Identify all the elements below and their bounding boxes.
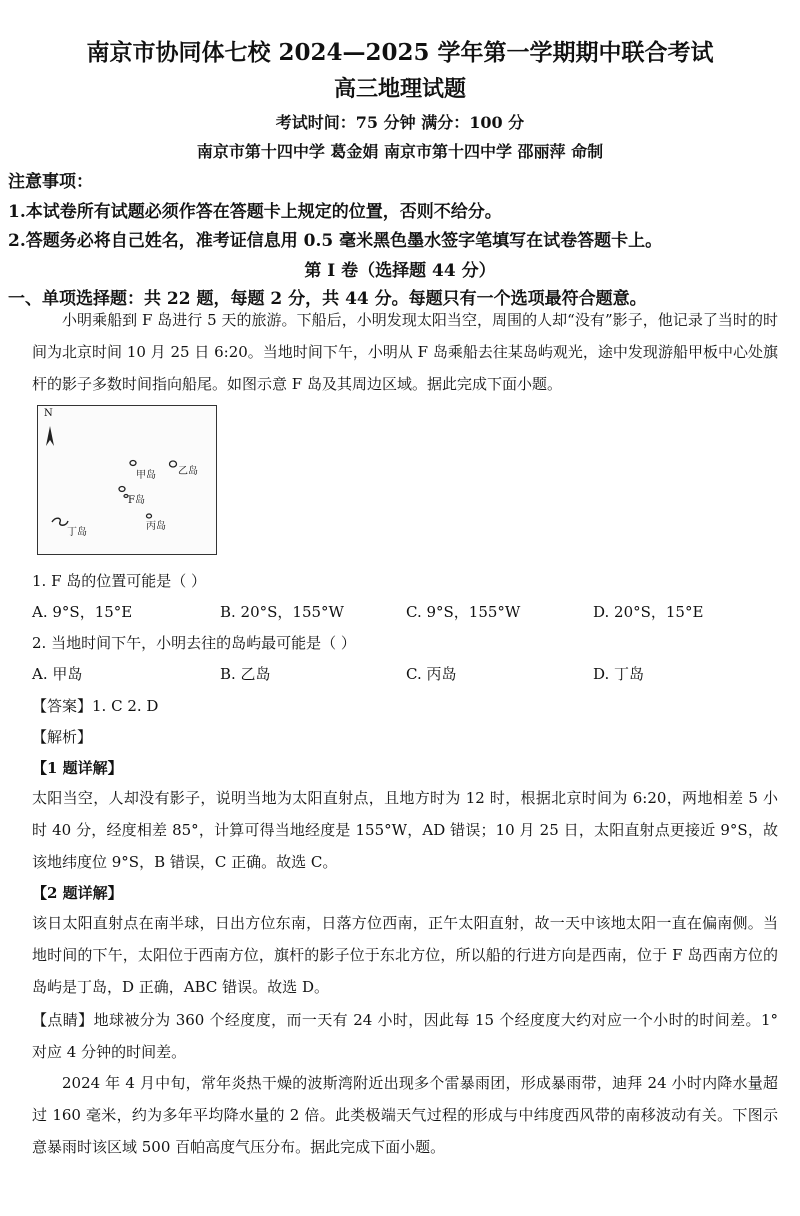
north-arrow-icon <box>46 426 54 446</box>
island-map <box>37 405 217 555</box>
island-label-jia: 甲岛 <box>136 470 156 481</box>
question-1-option-c: C. 9°S，155°W <box>406 603 521 621</box>
question-2-option-d: D. 丁岛 <box>593 665 645 683</box>
detail-1-text: 太阳当空，人却没有影子，说明当地为太阳直射点，且地方时为 12 时，根据北京时间为 6:20，两地相差 5 小时 40 分，经度相差 85°，计算可得当地经度是 155°W，AD 错误；10 月 25 日，太阳直射点更接近 9°S，故该地纬度位 9°S，B 错误，C 正确。故选 C。 <box>32 789 778 871</box>
question-1-option-d: D. 20°S，15°E <box>593 603 704 621</box>
part1-heading: 第 I 卷（选择题 44 分） <box>304 261 496 281</box>
detail-2-text: 该日太阳直射点在南半球，日出方位东南，日落方位西南，正午太阳直射，故一天中该地太阳一直在偏南侧。当地时间的下午，太阳位于西南方位，旗杆的影子位于东北方位，所以船的行进方向是西南，位于 F 岛西南方位的岛屿是丁岛，D 正确，ABC 错误。故选 D。 <box>32 914 778 996</box>
island-label-bing: 丙岛 <box>146 521 166 532</box>
question-2-option-b: B. 乙岛 <box>220 665 271 683</box>
question-2-option-c: C. 丙岛 <box>406 665 457 683</box>
island-ding-shape <box>52 518 68 525</box>
island-label-f: F岛 <box>128 495 145 506</box>
question-1-option-a: A. 9°S，15°E <box>32 603 133 621</box>
question-1-stem: 1. F 岛的位置可能是（ ） <box>32 572 207 590</box>
notice-item-1: 1.本试卷所有试题必须作答在答题卡上规定的位置，否则不给分。 <box>8 202 502 222</box>
point-text: 【点睛】地球被分为 360 个经度度，而一天有 24 小时，因此每 15 个经度度大约对应一个小时的时间差。1° 对应 4 分钟的时间差。 <box>32 1011 778 1061</box>
question-2-option-a: A. 甲岛 <box>32 665 83 683</box>
island-jia-shape <box>130 461 136 466</box>
passage-2: 2024 年 4 月中旬，常年炎热干燥的波斯湾附近出现多个雷暴雨团，形成暴雨带，迪拜 24 小时内降水量超过 160 毫米，约为多年平均降水量的 2 倍。此类极端天气过程的形成与中纬度西风带的南移波动有关。下图示意暴雨时该区域 500 百帕高度气压分布。据此完成下面小题。 <box>32 1074 778 1156</box>
notice-item-2: 2.答题务必将自己姓名，准考证信息用 0.5 毫米黑色墨水签字笔填写在试卷答题卡上。 <box>8 231 663 251</box>
exam-title: 南京市协同体七校 2024—2025 学年第一学期期中联合考试 <box>86 39 714 66</box>
exam-authors: 南京市第十四中学 葛金娟 南京市第十四中学 邵丽萍 命制 <box>196 142 604 161</box>
answer-line: 【答案】1. C 2. D <box>32 697 159 715</box>
analysis-heading: 【解析】 <box>32 728 93 746</box>
question-1-option-b: B. 20°S，155°W <box>220 603 344 621</box>
notice-heading: 注意事项： <box>8 172 93 192</box>
section-instruction: 一、单项选择题：共 22 题，每题 2 分，共 44 分。每题只有一个选项最符合题意。 <box>8 289 647 309</box>
exam-subtitle: 高三地理试题 <box>333 76 466 102</box>
detail-2-heading: 【2 题详解】 <box>32 884 123 902</box>
north-label: N <box>44 408 53 419</box>
exam-info: 考试时间：75 分钟 满分：100 分 <box>275 113 525 132</box>
question-2-stem: 2. 当地时间下午，小明去往的岛屿最可能是（ ） <box>32 634 356 652</box>
island-label-yi: 乙岛 <box>178 466 198 477</box>
island-f-shape <box>119 487 125 492</box>
map-shapes <box>38 406 216 554</box>
detail-1-heading: 【1 题详解】 <box>32 759 123 777</box>
island-label-ding: 丁岛 <box>67 527 87 538</box>
island-yi-shape <box>170 461 177 467</box>
passage-1: 小明乘船到 F 岛进行 5 天的旅游。下船后，小明发现太阳当空，周围的人却“没有”影子，他记录了当时的时间为北京时间 10 月 25 日 6:20。当地时间下午，小明从 F 岛乘船去往某岛屿观光，途中发现游船甲板中心处旗杆的影子多数时间指向船尾。如图示意 F 岛及其周边区域。据此完成下面小题。 <box>32 311 778 393</box>
